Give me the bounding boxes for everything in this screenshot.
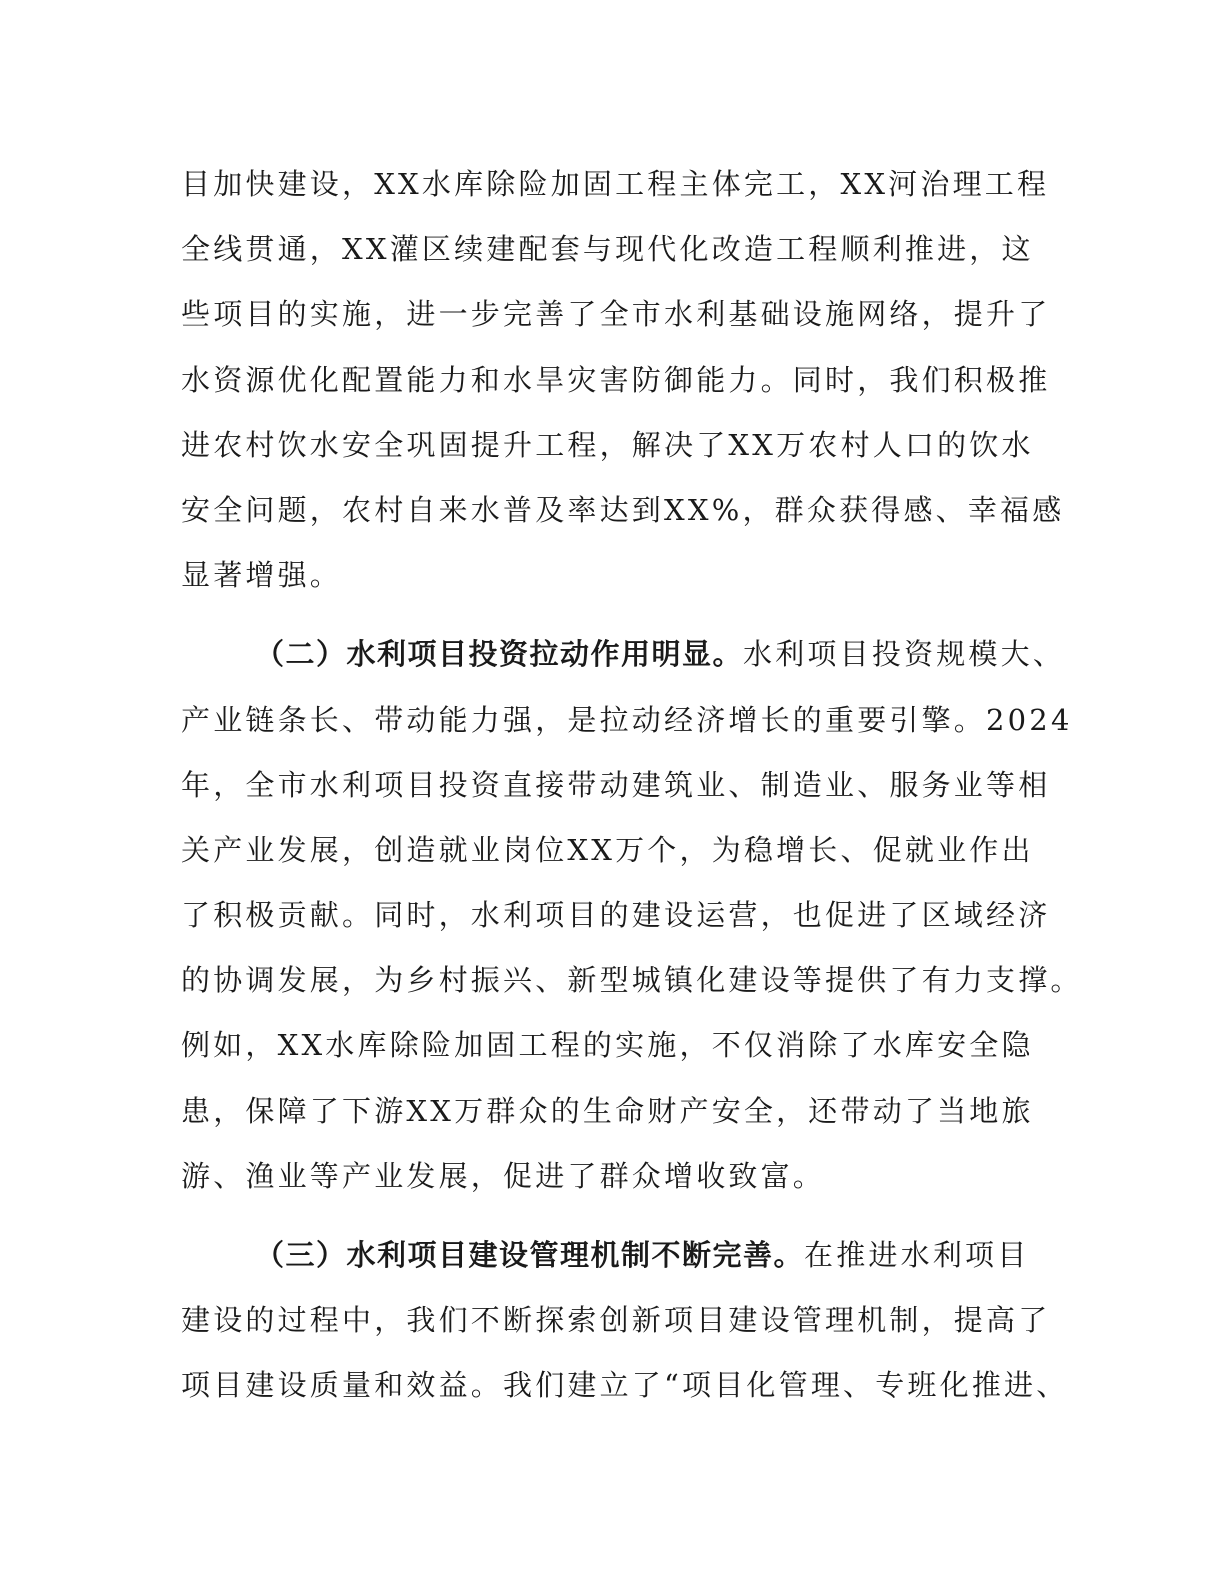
text-line: 水资源优化配置能力和水旱灾害防御能力。同时，我们积极推 (181, 362, 1051, 397)
text-line: 安全问题，农村自来水普及率达到XX%，群众获得感、幸福感 (181, 492, 1065, 527)
section-heading-line (181, 622, 1066, 687)
text-line: 例如，XX水库除险加固工程的实施，不仅消除了水库安全隐 (181, 1028, 1034, 1063)
text-line: 患，保障了下游XX万群众的生命财产安全，还带动了当地旅 (181, 1093, 1034, 1128)
text-line: 年，全市水利项目投资直接带动建筑业、制造业、服务业等相 (181, 767, 1051, 802)
section-heading-continuation: 水利项目投资规模大、 (743, 637, 1066, 672)
text-line: 全线贯通，XX灌区续建配套与现代化改造工程顺利推进，这 (181, 232, 1034, 267)
text-line: 显著增强。 (181, 558, 343, 593)
text-line: 目加快建设，XX水库除险加固工程主体完工，XX河治理工程 (181, 167, 1050, 201)
text-line: 产业链条长、带动能力强，是拉动经济增长的重要引擎。2024 (181, 702, 1073, 737)
text-line: 进农村饮水安全巩固提升工程，解决了XX万农村人口的饮水 (181, 427, 1034, 462)
paragraph-project-results (181, 152, 1065, 608)
text-line: 游、渔业等产业发展，促进了群众增收致富。 (181, 1158, 826, 1193)
section-heading-line (181, 1223, 1051, 1288)
section-heading: （三）水利项目建设管理机制不断完善。 (255, 1238, 805, 1272)
text-line: 项目建设质量和效益。我们建立了“项目化管理、专班化推进、 (181, 1368, 1069, 1403)
paragraph-investment-effect (181, 622, 1083, 1209)
document-page (181, 152, 1083, 1419)
section-heading-continuation: 在推进水利项目 (804, 1238, 1030, 1272)
text-line: 建设的过程中，我们不断探索创新项目建设管理机制，提高了 (181, 1303, 1051, 1338)
paragraph-management-mechanism (181, 1223, 1069, 1419)
text-line: 些项目的实施，进一步完善了全市水利基础设施网络，提升了 (181, 297, 1051, 332)
text-line: 的协调发展，为乡村振兴、新型城镇化建设等提供了有力支撑。 (181, 963, 1083, 998)
text-line: 关产业发展，创造就业岗位XX万个，为稳增长、促就业作出 (181, 832, 1034, 867)
text-line: 了积极贡献。同时，水利项目的建设运营，也促进了区域经济 (181, 898, 1051, 933)
section-heading: （二）水利项目投资拉动作用明显。 (255, 637, 744, 672)
